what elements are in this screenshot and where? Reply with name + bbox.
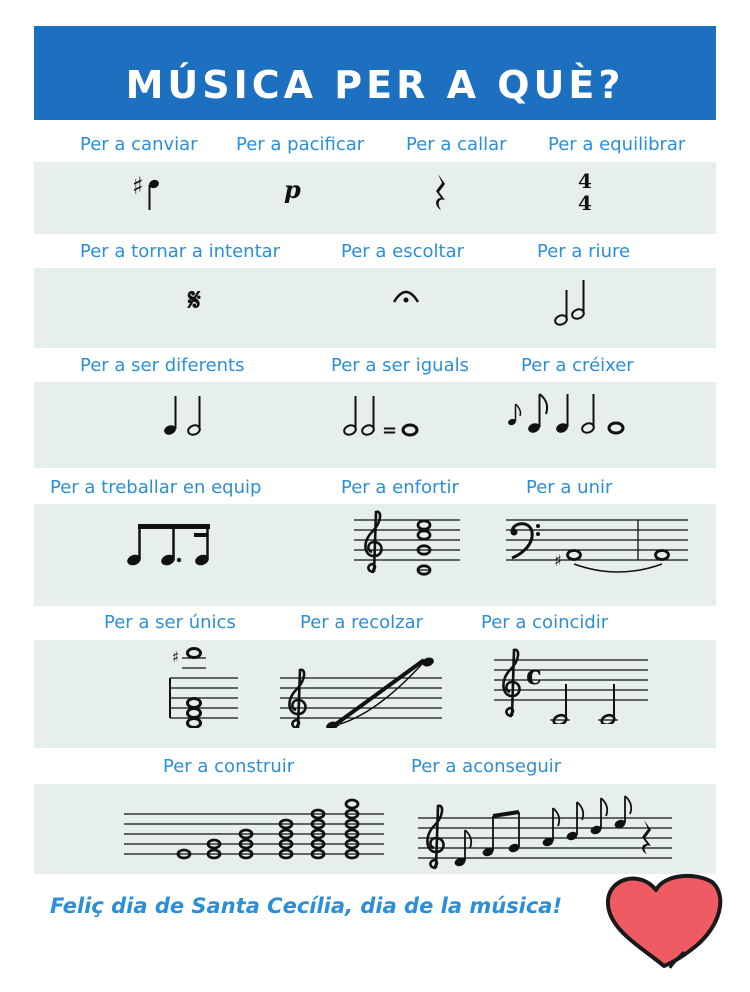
- symbol-strip-3: [34, 382, 716, 468]
- label-ser-iguals: Per a ser iguals: [331, 355, 469, 376]
- beamed-notes-symbol: [126, 514, 222, 574]
- building-chords-symbol: [122, 790, 386, 866]
- stacked-chord-symbol: [140, 642, 240, 728]
- quarter-and-half-note-symbol: [158, 390, 214, 442]
- half-notes-equal-whole-symbol: [340, 390, 430, 442]
- svg-text:4: 4: [578, 191, 592, 215]
- label-ser-diferents: Per a ser diferents: [80, 355, 245, 376]
- note-values-sequence-symbol: [504, 386, 654, 444]
- label-recolzar: Per a recolzar: [300, 612, 424, 633]
- piano-dynamic-symbol: [280, 170, 310, 210]
- treble-clef-scale-symbol: [416, 794, 676, 870]
- title-banner: [34, 26, 716, 120]
- label-treballar-en-equip: Per a treballar en equip: [50, 477, 262, 498]
- label-canviar: Per a canviar: [80, 134, 198, 155]
- heart-icon: [600, 866, 730, 976]
- svg-text:p: p: [284, 175, 301, 204]
- label-construir: Per a construir: [163, 756, 295, 777]
- svg-text:4: 4: [578, 169, 592, 193]
- symbol-strip-1: [34, 162, 716, 234]
- treble-clef-beam-symbol: [278, 642, 444, 728]
- label-coincidir: Per a coincidir: [481, 612, 609, 633]
- symbol-strip-6: [34, 784, 716, 874]
- svg-text:♯: ♯: [132, 171, 144, 200]
- label-equilibrar: Per a equilibrar: [548, 134, 686, 155]
- label-riure: Per a riure: [537, 241, 631, 262]
- footer-greeting: Feliç dia de Santa Cecília, dia de la música!: [50, 894, 563, 918]
- label-tornar-a-intentar: Per a tornar a intentar: [80, 241, 281, 262]
- fermata-symbol: [390, 280, 422, 310]
- label-escoltar: Per a escoltar: [341, 241, 465, 262]
- svg-text:♯: ♯: [554, 551, 562, 570]
- label-unir: Per a unir: [526, 477, 613, 498]
- symbol-strip-4: [34, 504, 716, 606]
- label-creixer: Per a créixer: [521, 355, 634, 376]
- symbol-strip-5: [34, 640, 716, 748]
- svg-text:c: c: [526, 661, 542, 691]
- symbol-strip-2: [34, 268, 716, 348]
- segno-symbol: [184, 274, 224, 324]
- svg-text:𝄋: 𝄋: [188, 283, 201, 318]
- label-enfortir: Per a enfortir: [341, 477, 459, 498]
- label-ser-unics: Per a ser únics: [104, 612, 236, 633]
- sharp-note-symbol: [130, 164, 170, 224]
- label-pacificar: Per a pacificar: [236, 134, 365, 155]
- half-notes-symbol: [548, 276, 602, 332]
- treble-clef-chord-symbol: [352, 506, 462, 576]
- svg-text:♯: ♯: [172, 648, 180, 666]
- page-title: MÚSICA PER A QUÈ?: [125, 63, 625, 107]
- bass-clef-tie-symbol: [504, 508, 690, 578]
- quarter-rest-symbol: [432, 170, 452, 216]
- label-aconseguir: Per a aconseguir: [411, 756, 562, 777]
- label-callar: Per a callar: [406, 134, 507, 155]
- svg-text:=: =: [382, 420, 398, 441]
- common-time-unison-symbol: [472, 644, 650, 724]
- time-signature-symbol: [574, 166, 598, 216]
